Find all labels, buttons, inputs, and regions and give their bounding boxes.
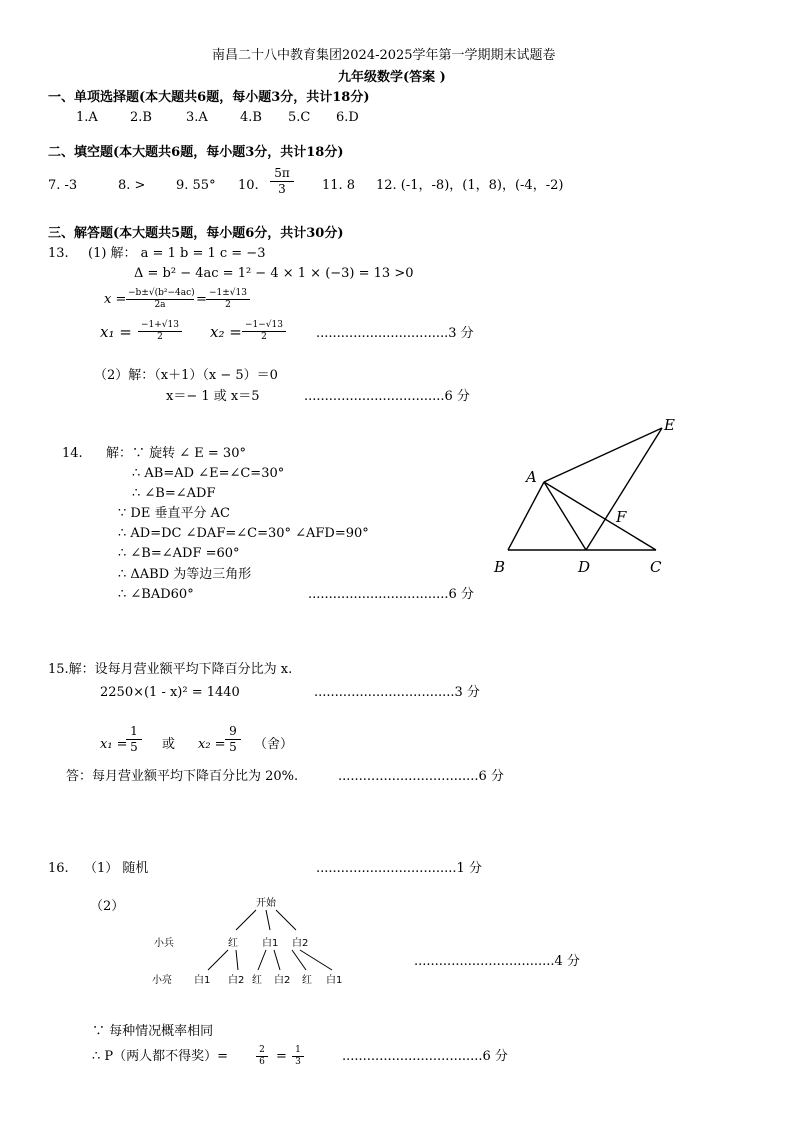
q13-part1: (1) 解： a = 1 b = 1 c = −3 — [88, 246, 266, 261]
q14-line-3: ∴ ∠B=∠ADF — [132, 486, 216, 501]
tree-branch — [266, 910, 270, 930]
q15-x1-denominator: 5 — [130, 740, 138, 754]
tree-node: 白2 — [292, 938, 309, 949]
q16-prob-f1-denominator: 6 — [259, 1057, 265, 1067]
q16-prob-eq: = — [276, 1049, 287, 1064]
answer-4: 4.B — [240, 110, 262, 125]
tree-node: 白2 — [228, 975, 245, 986]
segment-ae — [544, 428, 662, 482]
answer-8: 8. > — [118, 178, 146, 193]
q15-x2-lhs: x₂ = — [198, 737, 226, 752]
tree-root: 开始 — [256, 898, 276, 909]
q14-line-4: ∵ DE 垂直平分 AC — [118, 506, 230, 521]
q15-x1-numerator: 1 — [126, 724, 142, 740]
point-a-label: A — [526, 468, 537, 486]
q14-line-6: ∴ ∠B=∠ADF =60° — [118, 546, 240, 561]
point-d-label: D — [578, 558, 591, 576]
answer-1: 1.A — [76, 110, 98, 125]
tree-node: 红 — [228, 938, 238, 949]
q16-part1: （1） 随机 — [84, 861, 149, 876]
answer-10-label: 10. — [238, 178, 259, 193]
answer-12: 12. (-1，-8)，(1，8)，(-4，-2) — [376, 178, 564, 193]
tree-node: 红 — [302, 975, 312, 986]
segment-ad — [544, 482, 586, 550]
tree-node: 白1 — [326, 975, 343, 986]
q14-score: ..................................6 分 — [308, 587, 474, 602]
exam-title: 南昌二十八中教育集团2024-2025学年第一学期期末试题卷 — [212, 48, 556, 63]
q13-x-lhs: x = — [104, 292, 127, 307]
q13-score-1: ................................3 分 — [316, 326, 474, 341]
section-3-heading: 三、解答题(本大题共5题，每小题6分，共计30分) — [48, 226, 344, 241]
q16-label: 16. — [48, 861, 69, 876]
q13-formula-fraction — [126, 288, 194, 311]
point-e-label: E — [664, 416, 675, 434]
q16-probability-lhs: ∴ P（两人都不得奖）= — [92, 1049, 229, 1064]
tree-row2-label: 小亮 — [152, 975, 172, 986]
q13-x2-lhs: x₂ = — [210, 323, 242, 341]
q14-line-8: ∴ ∠BAD60° — [118, 587, 194, 602]
q16-score-1: ..................................1 分 — [316, 861, 482, 876]
tree-row1-label: 小兵 — [154, 938, 174, 949]
q13-formula-numerator: −b±√(b²−4ac) — [128, 288, 195, 298]
q14-line-5: ∴ AD=DC ∠DAF=∠C=30° ∠AFD=90° — [118, 526, 369, 541]
q16-part2: （2） — [90, 899, 125, 914]
q16-score-3: ..................................6 分 — [342, 1049, 508, 1064]
q16-score-2: ..................................4 分 — [414, 954, 580, 969]
tree-branch — [258, 950, 266, 970]
segment-de — [586, 428, 662, 550]
q15-score-2: ..................................6 分 — [338, 769, 504, 784]
q15-intro: 15.解：设每月营业额平均下降百分比为 x. — [48, 662, 293, 677]
answer-11: 11. 8 — [322, 178, 356, 193]
q14-line-7: ∴ ΔABD 为等边三角形 — [118, 567, 252, 582]
tree-branch — [208, 950, 228, 970]
q14-geometry-figure — [486, 412, 686, 582]
q13-part2-solution: x＝− 1 或 x＝5 — [166, 389, 260, 404]
answer-7: 7. -3 — [48, 178, 78, 193]
tree-branch — [300, 950, 332, 970]
q13-x1-lhs: x₁ = — [100, 323, 132, 341]
q13-delta: Δ = b² − 4ac = 1² − 4 × 1 × (−3) = 13 >0 — [134, 266, 414, 281]
q13-part2: （2）解：（x＋1）（x − 5）＝0 — [94, 368, 278, 383]
answer-6: 6.D — [336, 110, 359, 125]
q16-prob-fraction-1 — [256, 1045, 268, 1068]
q15-equation: 2250×(1 - x)² = 1440 — [100, 685, 240, 700]
q13-x1-denominator: 2 — [157, 332, 163, 342]
q13-x-eq: = — [196, 292, 207, 307]
q13-x1-numerator: −1+√13 — [138, 320, 182, 332]
tree-node: 白2 — [274, 975, 291, 986]
q15-x2-denominator: 5 — [229, 740, 237, 754]
q16-prob-f1-numerator: 2 — [256, 1045, 268, 1057]
tree-branch — [236, 950, 238, 970]
tree-node: 红 — [252, 975, 262, 986]
q13-formula-denominator: 2a — [154, 300, 166, 310]
point-c-label: C — [650, 558, 662, 576]
answer-3: 3.A — [186, 110, 208, 125]
q16-tree-diagram — [146, 894, 366, 994]
q15-x2-numerator: 9 — [225, 724, 241, 740]
q13-result-numerator: −1±√13 — [206, 288, 250, 300]
q13-result-fraction — [206, 288, 250, 311]
answer-5: 5.C — [288, 110, 311, 125]
tree-branch — [236, 910, 256, 930]
q13-score-2: ..................................6 分 — [304, 389, 470, 404]
point-b-label: B — [494, 558, 506, 576]
answer-10-denominator: 3 — [278, 182, 286, 196]
q15-x2-fraction — [225, 724, 241, 755]
q15-reject: （舍） — [254, 737, 294, 752]
section-2-heading: 二、填空题(本大题共6题，每小题3分，共计18分) — [48, 145, 344, 160]
q14-line-1: 解：∵ 旋转 ∠ E = 30° — [106, 446, 246, 461]
q16-prob-f2-numerator: 1 — [292, 1045, 304, 1057]
answer-10-numerator: 5π — [270, 166, 294, 182]
answer-10-fraction — [270, 166, 294, 197]
answer-9: 9. 55° — [176, 178, 216, 193]
q16-prob-f2-denominator: 3 — [295, 1057, 301, 1067]
q16-prob-fraction-2 — [292, 1045, 304, 1068]
q16-because: ∵ 每种情况概率相同 — [92, 1024, 214, 1039]
q14-label: 14. — [62, 446, 83, 461]
segment-ac — [544, 482, 656, 550]
q15-x1-fraction — [126, 724, 142, 755]
point-f-label: F — [616, 508, 627, 526]
q15-x1-lhs: x₁ = — [100, 737, 128, 752]
q15-score-1: ..................................3 分 — [314, 685, 480, 700]
segment-ba — [508, 482, 544, 550]
exam-subtitle: 九年级数学(答案 ) — [338, 70, 446, 85]
section-1-heading: 一、单项选择题(本大题共6题，每小题3分，共计18分) — [48, 90, 370, 105]
q13-x2-numerator: −1−√13 — [242, 320, 286, 332]
q13-x2-fraction — [242, 320, 286, 343]
tree-branch — [276, 910, 296, 930]
tree-node: 白1 — [262, 938, 279, 949]
q13-x2-denominator: 2 — [261, 332, 267, 342]
q14-line-2: ∴ AB=AD ∠E=∠C=30° — [132, 466, 285, 481]
answer-2: 2.B — [130, 110, 152, 125]
q13-label: 13. — [48, 246, 69, 261]
q15-answer: 答：每月营业额平均下降百分比为 20%. — [66, 769, 299, 784]
q13-result-denominator: 2 — [225, 300, 231, 310]
tree-branch — [274, 950, 280, 970]
tree-node: 白1 — [194, 975, 211, 986]
q15-or: 或 — [162, 737, 176, 752]
q13-x1-fraction — [138, 320, 182, 343]
